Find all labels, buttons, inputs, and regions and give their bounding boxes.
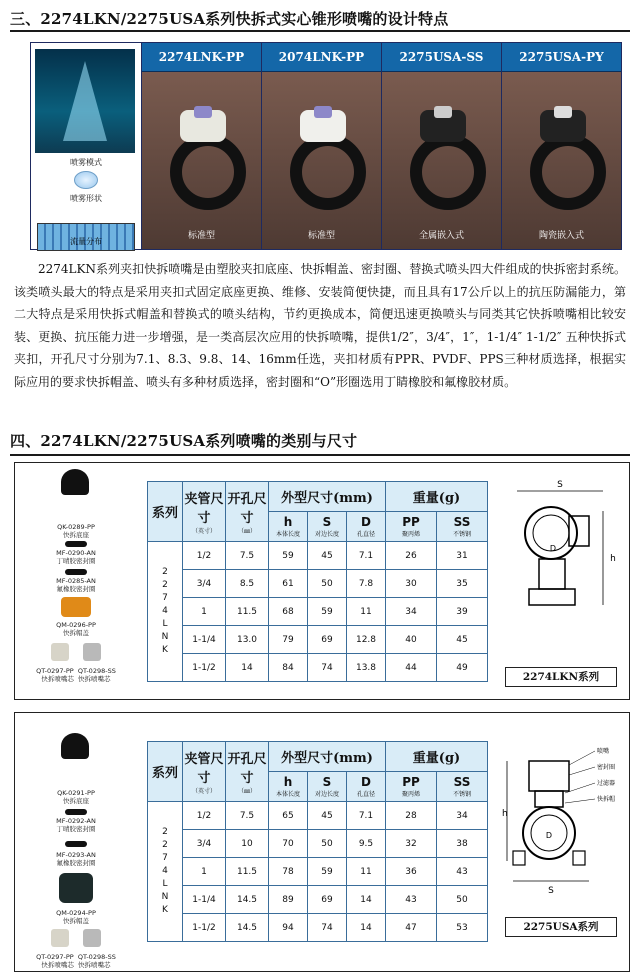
series-cell: 2 2 7 4 L N K [148, 542, 183, 682]
dim-d-label: D [549, 544, 557, 553]
spray-shape-label: 喷雾形状 [70, 194, 102, 203]
part-label: QT-0297-PP QT-0298-SS 快拆喷嘴芯 快拆喷嘴芯 [36, 953, 116, 969]
table-cell: 7.1 [347, 802, 386, 830]
table-cell: 31 [437, 542, 488, 570]
table-cell: 70 [269, 830, 308, 858]
dimension-diagram-2275usa [499, 721, 621, 911]
table-cell: 47 [386, 914, 437, 942]
table-cell: 26 [386, 542, 437, 570]
spray-info-column [31, 43, 142, 249]
table-cell: 74 [308, 654, 347, 682]
divider [10, 30, 630, 32]
table-cell: 12.8 [347, 626, 386, 654]
header-clamp: 夹管尺寸 [184, 752, 224, 786]
dim-s-label: S [548, 886, 554, 896]
spec-box-2274lkn [14, 462, 630, 700]
table-cell: 45 [437, 626, 488, 654]
product-card-2274lnk-pp [142, 43, 262, 249]
table-cell: 7.5 [226, 542, 269, 570]
dim-d-label: D [545, 831, 553, 840]
table-cell: 28 [386, 802, 437, 830]
table-cell: 11.5 [226, 858, 269, 886]
table-cell: 45 [308, 802, 347, 830]
section4-title: 四、2274LKN/2275USA系列喷嘴的类别与尺寸 [10, 432, 358, 450]
spec-box-2275usa [14, 712, 630, 972]
header-hole: 开孔尺寸 [227, 492, 267, 526]
section3-title: 三、2274LKN/2275USA系列快拆式实心锥形喷嘴的设计特点 [10, 10, 449, 28]
table-cell: 40 [386, 626, 437, 654]
table-cell: 14 [347, 886, 386, 914]
part-label: QM-0296-PP 快拆帽盖 [56, 621, 96, 637]
table-cell: 8.5 [226, 570, 269, 598]
table-cell: 1 [183, 858, 226, 886]
table-cell: 59 [308, 858, 347, 886]
table-cell: 43 [386, 886, 437, 914]
table-cell: 38 [437, 830, 488, 858]
product-caption: 标准型 [187, 231, 215, 241]
product-code: 2275USA-SS [382, 43, 501, 72]
callout-label: 快拆帽 [597, 796, 616, 803]
table-cell: 69 [308, 626, 347, 654]
product-card-2275usa-py [502, 43, 621, 249]
product-caption: 标准型 [307, 231, 335, 241]
table-row [148, 626, 488, 654]
table-row [148, 598, 488, 626]
table-cell: 69 [308, 886, 347, 914]
table-row [148, 542, 488, 570]
table-row [148, 654, 488, 682]
table-cell: 59 [308, 598, 347, 626]
table-cell: 68 [269, 598, 308, 626]
table-cell: 11.5 [226, 598, 269, 626]
spray-pattern-label: 喷雾模式 [70, 158, 102, 167]
table-cell: 43 [437, 858, 488, 886]
part-label: QT-0297-PP QT-0298-SS 快拆喷嘴芯 快拆喷嘴芯 [36, 667, 116, 683]
table-cell: 65 [269, 802, 308, 830]
dim-s-label: S [557, 480, 563, 490]
part-label: MF-0285-AN 氟橡胶密封圈 [56, 577, 96, 593]
table-cell: 94 [269, 914, 308, 942]
product-caption: 陶瓷嵌入式 [538, 231, 584, 241]
table-cell: 1-1/4 [183, 886, 226, 914]
header-hole: 开孔尺寸 [227, 752, 267, 786]
table-cell: 30 [386, 570, 437, 598]
table-cell: 7.1 [347, 542, 386, 570]
table-cell: 61 [269, 570, 308, 598]
table-cell: 36 [386, 858, 437, 886]
divider [10, 454, 630, 456]
spray-shape-icon [74, 171, 98, 189]
table-cell: 50 [437, 886, 488, 914]
callout-label: 过滤器 [597, 780, 616, 787]
product-code: 2275USA-PY [502, 43, 621, 72]
flow-distribution-label: 流量分布 [70, 237, 102, 246]
product-caption: 全属嵌入式 [418, 231, 464, 241]
header-dims: 外型尺寸(mm) [269, 742, 386, 772]
product-code: 2274LNK-PP [142, 43, 261, 72]
series-tag: 2275USA系列 [505, 917, 617, 937]
table-cell: 39 [437, 598, 488, 626]
table-cell: 14 [347, 914, 386, 942]
product-card-2275usa-ss [382, 43, 502, 249]
header-series: 系列 [151, 766, 178, 781]
dim-h-label: h [502, 809, 508, 819]
part-label: MF-0293-AN 氟橡胶密封圈 [56, 851, 96, 867]
header-weight: 重量(g) [386, 482, 488, 512]
table-cell: 50 [308, 570, 347, 598]
header-clamp: 夹管尺寸 [184, 492, 224, 526]
table-cell: 1-1/4 [183, 626, 226, 654]
part-label: MF-0292-AN 丁晴胶密封圈 [56, 817, 96, 833]
product-card-2074lnk-pp [262, 43, 382, 249]
header-weight: 重量(g) [386, 742, 488, 772]
table-row [148, 830, 488, 858]
table-row [148, 570, 488, 598]
table-cell: 11 [347, 858, 386, 886]
table-cell: 10 [226, 830, 269, 858]
spray-pattern-photo [35, 49, 135, 153]
table-cell: 14 [226, 654, 269, 682]
product-grid [30, 42, 622, 250]
table-cell: 44 [386, 654, 437, 682]
table-cell: 1-1/2 [183, 654, 226, 682]
spec-table-2275usa: 系列 夹管尺寸 （英寸） 开孔尺寸 （㎜） 外型尺寸(mm) 重量(g) h 本体长度 S 对边长度 D 孔直径 PP 聚丙烯 SS 不锈钢 2 2 7 4 L N K 1/2 7.5 65 45 7.1 28 34 3/4 10 70 50 9.5 32 38 1 11.5 78 59 11 36 43 1-1/4 14.5 89 69 14 43 50 1-1/2 14.5 94 74 14 47 53 [147, 741, 488, 942]
spec-table-2274lkn: 系列 夹管尺寸 （英寸） 开孔尺寸 （㎜） 外型尺寸(mm) 重量(g) h 本体长度 S 对边长度 D 孔直径 PP 聚丙烯 SS 不锈钢 2 2 7 4 L N K 1/2 7.5 59 45 7.1 26 31 3/4 8.5 61 50 7.8 30 35 1 11.5 68 59 11 34 39 1-1/4 13.0 79 69 12.8 40 45 1-1/2 14 84 74 13.8 44 49 [147, 481, 488, 682]
table-cell: 14.5 [226, 886, 269, 914]
callout-label: 喷嘴 [597, 748, 610, 755]
table-cell: 53 [437, 914, 488, 942]
table-cell: 1 [183, 598, 226, 626]
table-cell: 1-1/2 [183, 914, 226, 942]
table-cell: 32 [386, 830, 437, 858]
table-cell: 45 [308, 542, 347, 570]
part-label: QK-0289-PP 快拆底座 [57, 523, 95, 539]
table-cell: 1/2 [183, 802, 226, 830]
table-cell: 35 [437, 570, 488, 598]
table-cell: 13.0 [226, 626, 269, 654]
table-cell: 50 [308, 830, 347, 858]
series-tag: 2274LKN系列 [505, 667, 617, 687]
table-row [148, 858, 488, 886]
table-row [148, 802, 488, 830]
table-cell: 9.5 [347, 830, 386, 858]
table-row [148, 886, 488, 914]
table-cell: 74 [308, 914, 347, 942]
table-cell: 7.8 [347, 570, 386, 598]
table-cell: 3/4 [183, 830, 226, 858]
table-cell: 3/4 [183, 570, 226, 598]
table-cell: 79 [269, 626, 308, 654]
table-cell: 11 [347, 598, 386, 626]
header-dims: 外型尺寸(mm) [269, 482, 386, 512]
table-cell: 13.8 [347, 654, 386, 682]
table-cell: 34 [437, 802, 488, 830]
table-cell: 78 [269, 858, 308, 886]
table-cell: 14.5 [226, 914, 269, 942]
part-label: QM-0294-PP 快拆帽盖 [56, 909, 96, 925]
product-code: 2074LNK-PP [262, 43, 381, 72]
part-label: MF-0290-AN 丁晴胶密封圈 [56, 549, 96, 565]
table-cell: 89 [269, 886, 308, 914]
series-cell: 2 2 7 4 L N K [148, 802, 183, 942]
table-cell: 59 [269, 542, 308, 570]
dim-h-label: h [610, 554, 616, 564]
table-cell: 84 [269, 654, 308, 682]
table-cell: 1/2 [183, 542, 226, 570]
table-cell: 49 [437, 654, 488, 682]
dimension-diagram-2274lkn [499, 471, 621, 641]
callout-label: 密封圈 [597, 764, 616, 771]
header-series: 系列 [151, 506, 178, 521]
part-label: QK-0291-PP 快拆底座 [57, 789, 95, 805]
table-row [148, 914, 488, 942]
description-paragraph: 2274LKN系列夹扣快拆喷嘴是由塑胶夹扣底座、快拆帽盖、密封圈、替换式喷头四大件组成的快拆密封系统。该类喷头最大的特点是采用夹扣式固定底座更换、维修、安装简便快捷，而且具有17公斤以上的抗压防漏能力，第二大特点是采用快拆式帽盖和替换式的喷头结构，节约更换成本，简便迅速更换喷头与同类其它快拆喷嘴相比较安装、更换、抗压能力进一步增强，是一类高层次应用的快拆喷嘴，提供1/2″，3/4″，1″，1-1/4″ 1-1/2″ 五种快拆式夹扣，开孔尺寸分别为7.1、8.3、9.8、14、16mm任选，夹扣材质有PPR、PVDF、PPS三种材质选择，根据实际应用的要求快拆帽盖、喷头有多种材质选择，密封圈和“O”形圈选用丁睛橡胶和氟橡胶材质。 [14, 262, 626, 389]
table-cell: 34 [386, 598, 437, 626]
table-cell: 7.5 [226, 802, 269, 830]
